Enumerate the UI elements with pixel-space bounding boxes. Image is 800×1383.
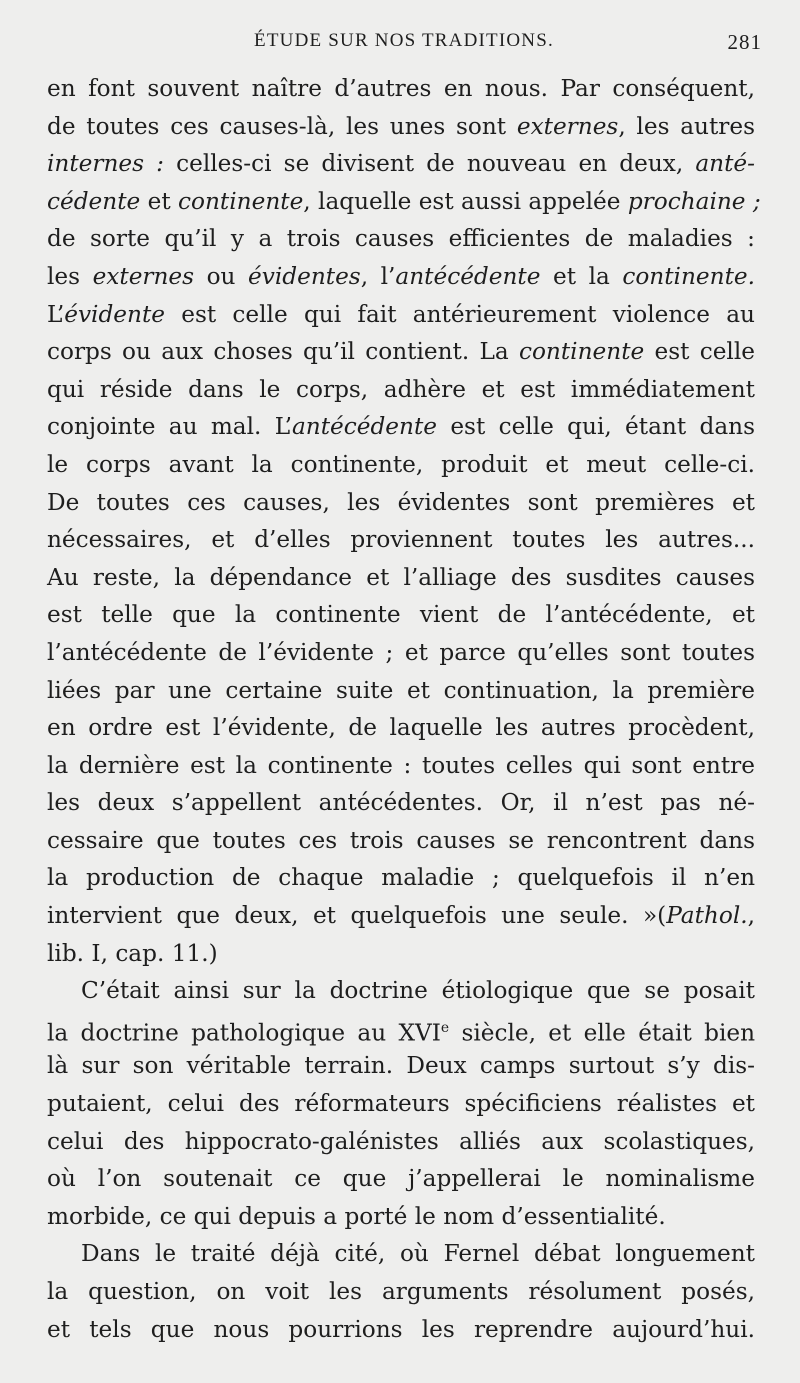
text-line	[47, 296, 755, 334]
text-line	[47, 1047, 755, 1085]
text-line	[47, 1198, 755, 1236]
text-segment: est telle que la continente vient de l’antécédente, et	[47, 601, 755, 629]
italic-text: cédente	[47, 187, 141, 215]
italic-text: évidente	[64, 300, 165, 328]
text-segment: Dans le traité déjà cité, où Fernel débat longuement	[81, 1240, 755, 1268]
text-segment: où l’on soutenait ce que j’appellerai le nominalisme	[47, 1165, 755, 1193]
text-line	[47, 784, 755, 822]
text-line	[47, 1123, 755, 1161]
text-segment: et	[140, 187, 179, 215]
text-line	[47, 371, 755, 409]
italic-text: externes	[516, 112, 619, 140]
text-segment: la doctrine pathologique au XVI	[47, 1019, 441, 1047]
text-segment: conjointe au mal. L’	[47, 413, 292, 441]
text-line	[47, 446, 755, 484]
text-line	[47, 1273, 755, 1311]
text-segment: la dernière est la continente : toutes celles qui sont entre	[47, 751, 755, 779]
text-line	[47, 1235, 755, 1273]
text-segment: la question, on voit les arguments résolument posés,	[47, 1278, 755, 1305]
text-line	[47, 108, 755, 146]
text-segment: Au reste, la dépendance et l’alliage des susdites causes	[47, 563, 755, 591]
superscript-text: e	[440, 1019, 450, 1036]
text-segment: C’était ainsi sur la doctrine étiologique que se posait	[81, 977, 755, 1005]
text-line	[47, 859, 755, 897]
text-segment: de toutes ces causes-là, les unes sont	[47, 112, 517, 140]
text-line	[47, 1010, 755, 1048]
text-line	[47, 596, 755, 634]
text-segment: ,	[747, 902, 755, 930]
text-segment: putaient, celui des réformateurs spécificiens réalistes et	[47, 1090, 755, 1118]
text-line	[47, 408, 755, 446]
text-line	[47, 70, 755, 108]
text-line	[47, 183, 761, 221]
italic-text: prochaine ;	[627, 187, 761, 215]
text-segment: , laquelle est aussi appelée	[303, 187, 628, 215]
text-line	[47, 1311, 755, 1349]
text-line	[47, 972, 755, 1010]
text-segment: la production de chaque maladie ; quelquefois il n’en	[47, 864, 755, 892]
italic-text: continente	[518, 338, 645, 366]
text-segment: de sorte qu’il y a trois causes efficientes de maladies :	[47, 225, 755, 253]
text-segment: , l’	[360, 262, 396, 290]
text-segment: et tels que nous pourrions les reprendre aujourd’hui.	[47, 1315, 755, 1343]
text-segment: est celle qui, étant dans	[437, 413, 755, 441]
text-line	[47, 822, 755, 860]
text-line	[47, 1160, 755, 1198]
text-line	[47, 935, 755, 973]
text-line	[47, 220, 755, 258]
text-line	[47, 559, 755, 597]
text-segment: et la	[540, 262, 623, 290]
text-segment: lib. I, cap. 11.)	[47, 939, 218, 967]
text-segment: les	[47, 262, 93, 290]
italic-text: antécédente	[395, 262, 541, 290]
text-line	[47, 521, 755, 559]
running-title: ÉTUDE SUR NOS TRADITIONS.	[254, 30, 554, 51]
text-segment: De toutes ces causes, les évidentes sont premières et	[47, 488, 755, 516]
text-segment: là sur son véritable terrain. Deux camps surtout s’y dis-	[47, 1052, 755, 1080]
text-segment: en font souvent naître d’autres en nous. Par conséquent,	[47, 75, 755, 102]
text-segment: l’antécédente de l’évidente ; et parce qu’elles sont toutes	[47, 638, 755, 666]
text-segment: , les autres	[618, 112, 755, 140]
text-segment: cessaire que toutes ces trois causes se rencontrent dans	[47, 826, 755, 854]
text-segment: celles-ci se divisent de nouveau en deux,	[163, 150, 696, 178]
italic-text: évidentes	[248, 262, 361, 290]
italic-text: Pathol.	[666, 902, 748, 930]
text-segment: est celle	[644, 338, 755, 366]
italic-text: anté-	[695, 150, 755, 178]
text-segment: morbide, ce qui depuis a porté le nom d’essentialité.	[47, 1202, 666, 1230]
text-line	[47, 709, 755, 747]
text-segment: celui des hippocrato-galénistes alliés aux scolastiques,	[47, 1127, 755, 1155]
text-segment: liées par une certaine suite et continuation, la première	[47, 676, 755, 704]
text-segment: en ordre est l’évidente, de laquelle les autres procèdent,	[47, 714, 755, 742]
text-line	[47, 634, 755, 672]
text-segment: ou	[194, 262, 249, 290]
running-head	[46, 30, 762, 60]
text-line	[47, 258, 755, 296]
text-line	[47, 145, 755, 183]
text-segment: est celle qui fait antérieurement violence au	[165, 300, 755, 328]
italic-text: continente.	[622, 262, 755, 290]
italic-text: antécédente	[291, 413, 437, 441]
text-segment: corps ou aux choses qu’il contient. La	[47, 338, 519, 366]
text-segment: qui réside dans le corps, adhère et est immédiatement	[47, 375, 755, 403]
text-segment: les deux s’appellent antécédentes. Or, il n’est pas né-	[47, 789, 755, 817]
text-line	[47, 897, 755, 935]
text-line	[47, 484, 755, 522]
page-number: 281	[727, 30, 762, 54]
text-line	[47, 1085, 755, 1123]
text-segment: siècle, et elle était bien	[449, 1019, 756, 1047]
text-segment: nécessaires, et d’elles proviennent toutes les autres...	[47, 526, 755, 554]
text-segment: L’	[47, 300, 65, 328]
text-line	[47, 333, 755, 371]
body-text	[47, 70, 761, 1348]
text-line	[47, 747, 755, 785]
text-segment: le corps avant la continente, produit et meut celle-ci.	[47, 450, 755, 478]
text-segment: intervient que deux, et quelquefois une seule. »(	[47, 902, 667, 930]
italic-text: continente	[178, 187, 304, 215]
italic-text: internes :	[47, 150, 164, 178]
text-line	[47, 672, 755, 710]
italic-text: externes	[92, 262, 195, 290]
